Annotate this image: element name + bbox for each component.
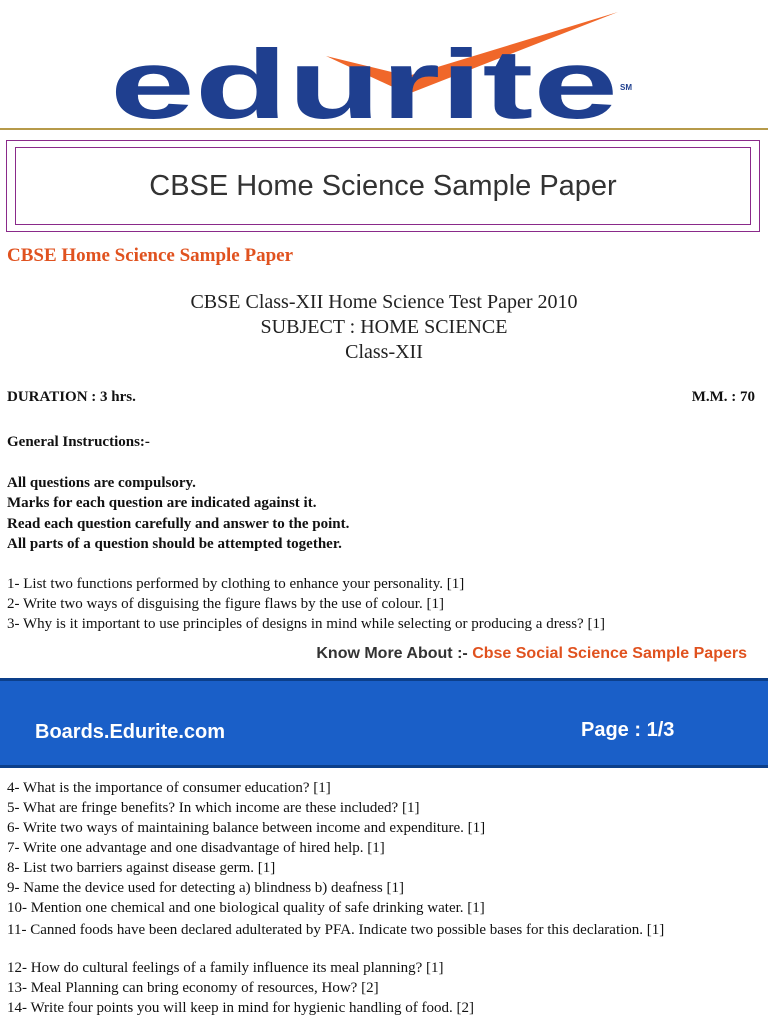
question-item: 10- Mention one chemical and one biological quality of safe drinking water. [1]: [7, 900, 485, 916]
question-item: 11- Canned foods have been declared adulterated by PFA. Indicate two possible bases for this declaration. [1]: [7, 922, 665, 938]
question-item: 13- Meal Planning can bring economy of resources, How? [2]: [7, 980, 379, 996]
question-item: 8- List two barriers against disease germ. [1]: [7, 860, 276, 876]
question-item: 5- What are fringe benefits? In which income are these included? [1]: [7, 800, 420, 816]
logo-wordmark: edurite: [110, 29, 618, 124]
paper-title: CBSE Class-XII Home Science Test Paper 2010: [190, 291, 578, 313]
title-banner-inner: [15, 147, 751, 225]
instruction-item: Marks for each question are indicated against it.: [7, 495, 317, 511]
general-instructions-heading: General Instructions:-: [7, 434, 150, 450]
instruction-item: Read each question carefully and answer to the point.: [7, 516, 350, 532]
question-item: 3- Why is it important to use principles of designs in mind while selecting or producing a dress? [1]: [7, 616, 605, 632]
footer-site-link[interactable]: Boards.Edurite.com: [35, 721, 226, 743]
question-item: 12- How do cultural feelings of a family influence its meal planning? [1]: [7, 960, 444, 976]
question-item: 1- List two functions performed by clothing to enhance your personality. [1]: [7, 576, 465, 592]
page-footer-band: [0, 678, 768, 768]
max-marks: M.M. : 70: [691, 389, 755, 405]
question-item: 14- Write four points you will keep in mind for hygienic handling of food. [2]: [7, 1000, 474, 1016]
know-more-link[interactable]: Cbse Social Science Sample Papers: [472, 645, 747, 662]
question-item: 4- What is the importance of consumer education? [1]: [7, 780, 331, 796]
know-more-line: [316, 645, 747, 663]
paper-subject: SUBJECT : HOME SCIENCE: [260, 316, 508, 338]
know-more-label: Know More About :-: [316, 645, 473, 662]
logo-graphic: [108, 6, 646, 124]
question-item: 9- Name the device used for detecting a) blindness b) deafness [1]: [7, 880, 404, 896]
question-item: 6- Write two ways of maintaining balance between income and expenditure. [1]: [7, 820, 486, 836]
document-heading: CBSE Home Science Sample Paper: [7, 245, 294, 266]
banner-title: CBSE Home Science Sample Paper: [149, 169, 617, 202]
title-banner: [6, 140, 760, 232]
header-divider: [0, 128, 768, 130]
paper-class: Class-XII: [345, 341, 423, 363]
instruction-item: All parts of a question should be attempted together.: [7, 536, 342, 552]
duration: DURATION : 3 hrs.: [7, 389, 136, 405]
question-item: 2- Write two ways of disguising the figure flaws by the use of colour. [1]: [7, 596, 444, 612]
question-item: 7- Write one advantage and one disadvantage of hired help. [1]: [7, 840, 385, 856]
page-indicator: Page : 1/3: [581, 719, 675, 741]
instruction-item: All questions are compulsory.: [7, 475, 196, 491]
edurite-logo: [108, 6, 646, 124]
logo-service-mark: SM: [620, 83, 632, 92]
